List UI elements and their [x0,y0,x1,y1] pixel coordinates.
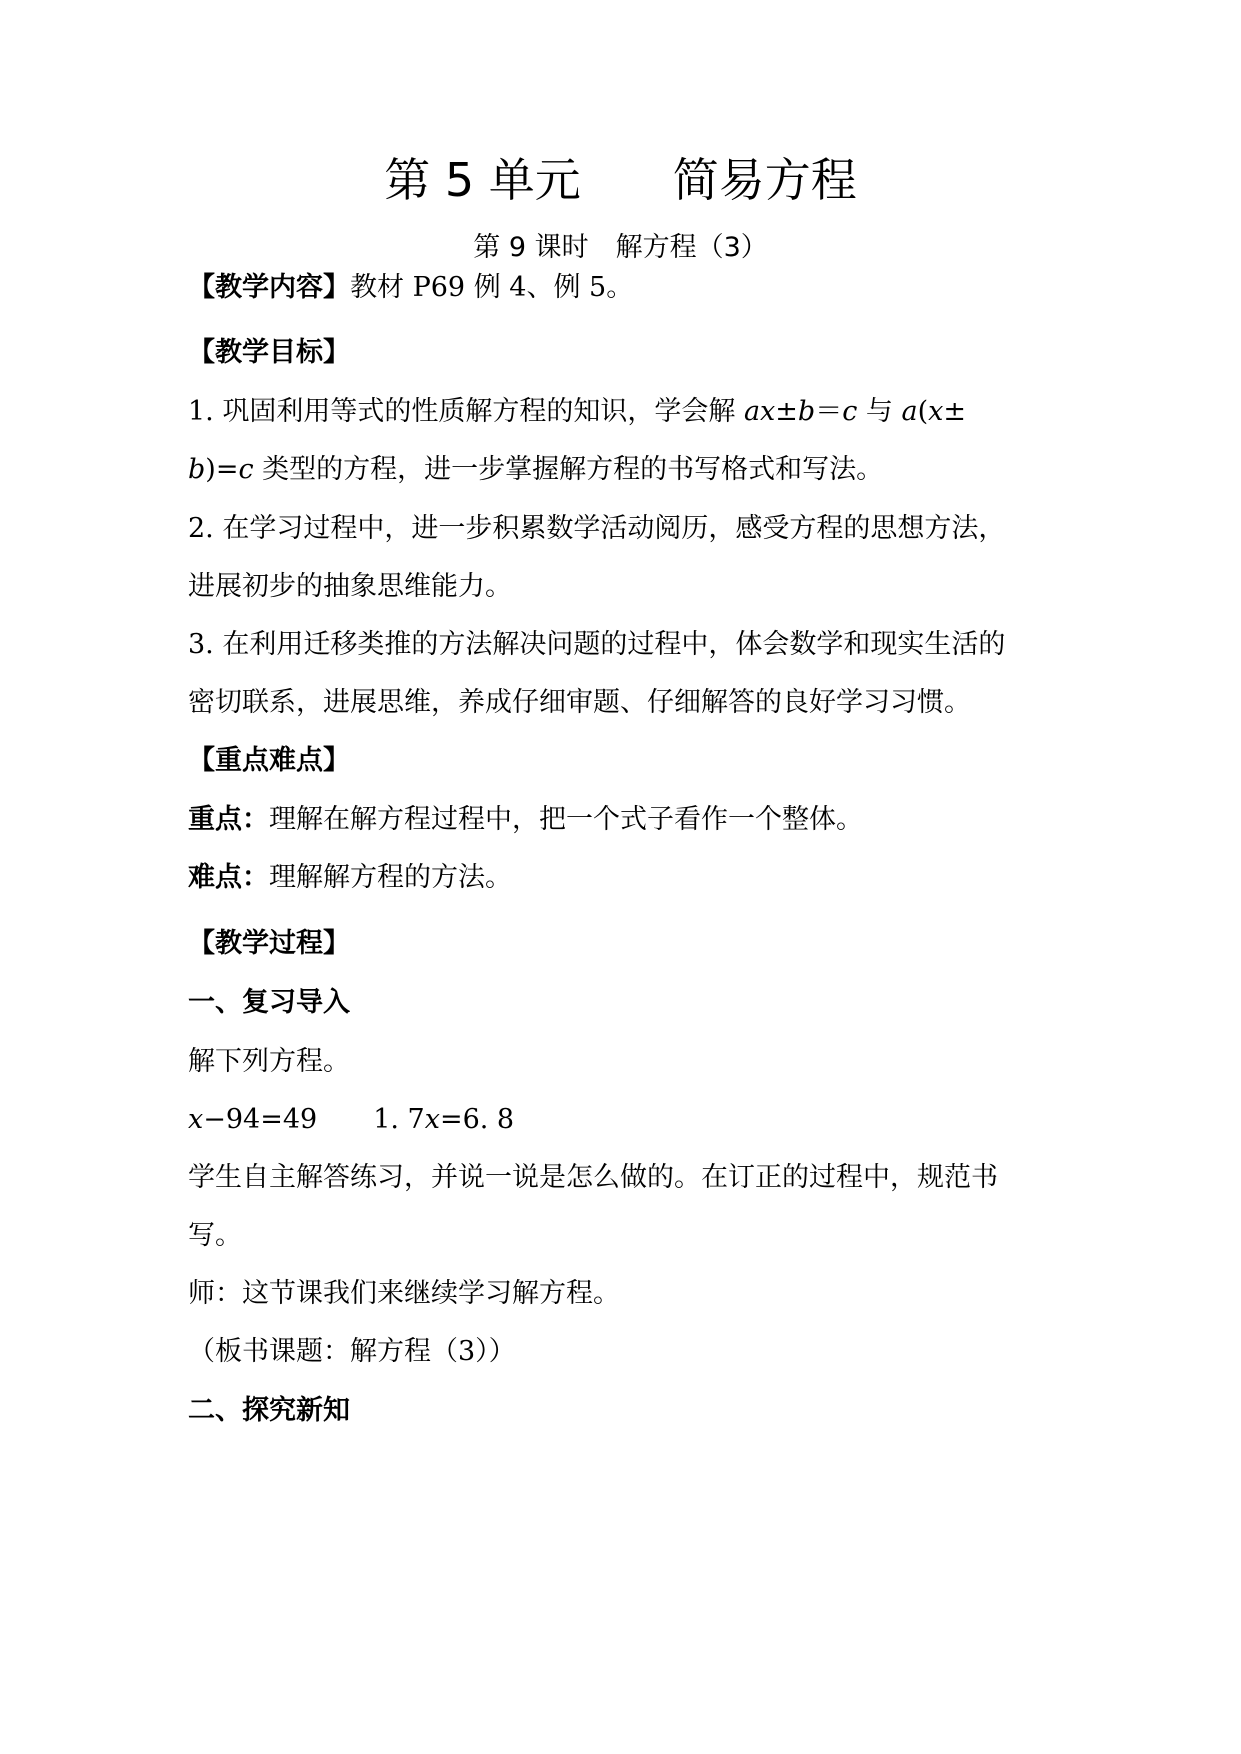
objective-3-line-1: 3. 在利用迁移类推的方法解决问题的过程中，体会数学和现实生活的 [188,629,1006,660]
process-heading: 【教学过程】 [188,928,350,959]
difficult-point-label: 难点： [188,862,269,893]
board-topic: （板书课题：解方程（3）） [188,1336,516,1367]
objectives-heading: 【教学目标】 [188,337,350,368]
teacher-remark: 师：这节课我们来继续学习解方程。 [188,1278,620,1309]
objective-1-line-2: b)=c 类型的方程，进一步掌握解方程的书写格式和写法。 [188,454,884,485]
practice-line-1: 学生自主解答练习，并说一说是怎么做的。在订正的过程中，规范书 [188,1162,998,1193]
key-point [188,800,1068,840]
objective-3-line-2: 密切联系，进展思维，养成仔细审题、仔细解答的良好学习习惯。 [188,687,971,718]
keypoints-heading: 【重点难点】 [188,745,350,776]
teaching-content [188,268,1068,308]
equation-2-variable: x [424,1104,440,1135]
page-title: 第 5 单元 简易方程 [384,153,857,207]
equations-line [188,1100,1068,1140]
difficult-point-text: 理解解方程的方法。 [269,862,512,893]
teaching-content-label: 【教学内容】 [188,272,350,303]
objective-2-line-2: 进展初步的抽象思维能力。 [188,571,512,602]
key-point-text: 理解在解方程过程中，把一个式子看作一个整体。 [269,804,863,835]
objective-2-line-1: 2. 在学习过程中，进一步积累数学活动阅历，感受方程的思想方法， [188,513,1006,544]
equation-1-variable: x [188,1104,204,1135]
difficult-point [188,858,1068,898]
section-explore: 二、探究新知 [188,1395,350,1426]
equation-1: −94=49 [203,1104,318,1135]
teaching-content-text: 教材 P69 例 4、例 5。 [350,272,634,303]
section-review: 一、复习导入 [188,987,350,1018]
objective-1-line-1: 1. 巩固利用等式的性质解方程的知识，学会解 ax±b＝c 与 a(x± [188,396,966,427]
practice-line-2: 写。 [188,1220,242,1251]
equation-2-coefficient: 1. 7 [373,1104,425,1135]
key-point-label: 重点： [188,804,269,835]
lesson-subtitle: 第 9 课时 解方程（3） [473,232,768,263]
equation-2: =6. 8 [439,1104,515,1135]
instruction: 解下列方程。 [188,1046,350,1077]
